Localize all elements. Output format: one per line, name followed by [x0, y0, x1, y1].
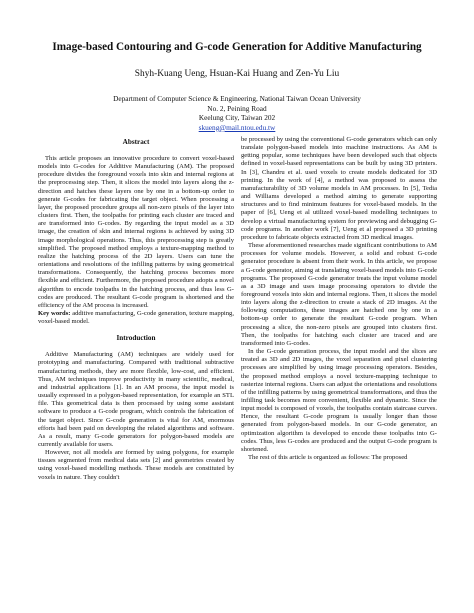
body-paragraph: These aforementioned researches made significant contributions to AM processes for volume models. However, a solid and robust G-code generator procedure is absent from their work. In this article, we propose a G-code generator, aiming at translating voxel-based models into G-code programs. The proposed G-code generator treats the input volume model as a 3D image and uses image processing operators to divide the foreground voxels into skin and internal regions. Then, it slices the model into layers along the z-direction to create a stack of 2D images. At the following computations, these images are hatched one by one in a bottom-up order to generate the resultant G-code program. When processing a slice, the non-zero pixels are grouped into clusters first. Then, the toolpaths for hatching each cluster are traced and are transformed into G-codes. [241, 242, 437, 347]
body-paragraph: In the G-code generation process, the input model and the slices are treated as 3D and 2D images, the voxel separation and pixel clustering processes are simplified by using image processing operators. Besides, the proposed method employs a novel texture-mapping technique to rasterize internal regions. Users can adjust the orientations and resolutions of the infilling patterns by using geometrical transformations, and thus the infilling task becomes more convenient, flexible and dynamic. Since the input model is composed of voxels, the toolpaths contain staircase curves. Hence, the resultant G-code program is usually longer than those generated from polygon-based models. In our G-code generator, an optimization algorithm is developed to encode these toolpaths into G-codes. Thus, less G-codes are produced and the output G-code program is shortened. [241, 348, 437, 453]
keywords-line [38, 310, 234, 326]
right-column [241, 136, 437, 462]
keywords-text: additive manufacturing, G-code generation, texture mapping, voxel-based model. [38, 309, 234, 326]
author-list: Shyh-Kuang Ueng, Hsuan-Kai Huang and Zen-Yu Liu [134, 69, 340, 79]
body-paragraph: be processed by using the conventional G-code generators which can only translate polygon-based models into machine instructions. As AM is getting popular, some techniques have been developed such that objects defined in voxel-based representations can be built by using 3D printers. In [3], Chandru et al. used voxels to create models dedicated for 3D printing. In the work of [4], a method was proposed to assess the manufacturability of 3D volume models in AM processes. In [5], Tedia and Williams developed a method aiming to generate supporting structures and to find minimum features for voxel-based models. In the paper of [6], Ueng et al utilized voxel-based modelling techniques to develop a virtual manufacturing system for previewing and debugging G-code programs. In another work [7], Ueng et al proposed a 3D printing procedure to fabricate objects extracted from 3D medical images. [241, 136, 437, 241]
intro-paragraph: However, not all models are formed by using polygons, for example tissues segmented from medical data sets [2] and geometries created by using voxel-based modelling methods. These models are constituted by voxels in nature. They couldn't [38, 449, 234, 481]
affiliation-department: Department of Computer Science & Engineering, National Taiwan Ocean University [113, 94, 361, 103]
introduction-heading: Introduction [116, 334, 156, 343]
intro-paragraph: Additive Manufacturing (AM) techniques are widely used for prototyping and manufacturing. Compared with traditional subtractive manufacturing methods, they are more flexible, low-cost, and efficient. Thus, AM techniques improve productivity in many scientific, medical, and industrial applications [1]. In an AM process, the input model is usually expressed in a polygon-based representation, for example an STL file. This geometrical data is then processed by using some assistant software to produce a G-code program, which controls the fabrication of the target object. Since G-code generation is vital for AM, enormous efforts had been paid on developing the related algorithms and software. As a result, many G-code generators for polygon-based models are currently available for users. [38, 351, 234, 448]
body-paragraph: The rest of this article is organized as follows: The proposed [248, 454, 408, 462]
affiliation-address: No. 2, Peining Road [207, 103, 267, 113]
abstract-heading: Abstract [122, 138, 150, 146]
abstract-text: This article proposes an innovative procedure to convert voxel-based models into G-codes for Additive Manufacturing (AM). The proposed procedure divides the foreground voxels into skin and internal regions at the preprocessing step. Then, it slices the model into layers along the z-direction and hatches these layers one by one in a bottom-up order to generate G-codes for fabricating the target object. When processing a layer, the proposed procedure groups all non-zero pixels of the layer into clusters first. Then, the toolpaths for printing each cluster are traced and are transformed into G-codes. By regarding the input model as a 3D image, the creation of skin and internal regions is achieved by using 3D image morphological operations. Thus, this preprocessing step is greatly simplified. The proposed method employs a texture-mapping method to realize the hatching process of the 2D layers. Users can tune the orientations and resolutions of the infilling patterns by using geometrical transformations. Consequently, the hatching process becomes more flexible and efficient. Furthermore, the proposed procedure adopts a novel algorithm to encode toolpaths in the hatching process, and thus less G-codes are produced. The resultant G-code program is shortened and the efficiency of the AM process is increased. [38, 155, 234, 309]
left-column [38, 138, 234, 482]
affiliation-city: Keelung City, Taiwan 202 [198, 113, 276, 123]
author-email-link[interactable]: skueng@mail.ntou.edu.tw [198, 122, 276, 132]
paper-title: Image-based Contouring and G-code Generation for Additive Manufacturing [52, 41, 422, 53]
affiliation-block [20, 94, 454, 132]
keywords-label: Key words: [38, 309, 71, 317]
